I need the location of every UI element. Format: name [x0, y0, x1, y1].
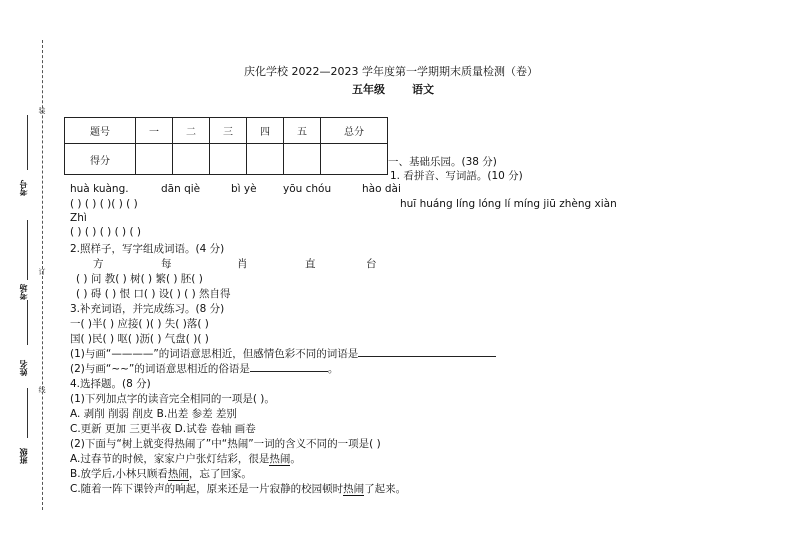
question-3-sub-2	[70, 361, 338, 376]
score-cell[interactable]	[247, 144, 284, 175]
name-line	[27, 300, 28, 345]
pinyin-5: hào dài	[362, 183, 401, 195]
question-3-sub-1-text: (1)与画“————”的词语意思相近，但感情色彩不同的词语是	[70, 348, 359, 360]
exam-title: 庆化学校 2022—2023 学年度第一学期期末质量检测（卷）	[244, 65, 538, 78]
score-header-cell: 总分	[321, 118, 388, 144]
question-2-line-1[interactable]: ( ) 问 教( ) 树( ) 繁( ) 胚( )	[76, 273, 203, 285]
option-text: A.过春节的时候，家家户户张灯结彩，很是	[70, 453, 270, 465]
binding-mark-2: 订	[38, 268, 46, 275]
question-3-heading: 3.补充词语，并完成练习。(8 分)	[70, 303, 225, 315]
score-header-cell: 二	[173, 118, 210, 144]
sample-char: 方	[93, 258, 104, 270]
pinyin-row-2: huī huáng líng lóng lí míng jiū zhèng xiàn	[400, 198, 617, 210]
score-header-cell: 四	[247, 118, 284, 144]
name-label: 姓名	[19, 360, 28, 376]
score-cell[interactable]	[210, 144, 247, 175]
section-heading: 一、基础乐园。(38 分)	[388, 156, 497, 168]
sample-char: 每	[161, 258, 172, 270]
question-2-heading: 2.照样子，写字组成词语。(4 分)	[70, 243, 225, 255]
pinyin-4: yōu chóu	[283, 183, 332, 195]
score-cell[interactable]	[173, 144, 210, 175]
answer-line[interactable]	[358, 356, 496, 357]
question-2-line-2[interactable]: ( ) 碍 ( ) 恨 口( ) 设( ) ( ) 然自得	[76, 288, 231, 300]
score-header-cell: 五	[284, 118, 321, 144]
score-table	[64, 117, 388, 175]
score-table-header-row	[65, 118, 388, 144]
sample-char: 肖	[237, 258, 248, 270]
binding-mark-3: 线	[38, 386, 46, 393]
id-label: 考号	[19, 180, 28, 196]
sample-char: 直	[305, 258, 316, 270]
exam-grade: 五年级	[352, 83, 385, 96]
pinyin-3: bì yè	[231, 183, 257, 195]
score-header-cell: 三	[210, 118, 247, 144]
question-3-line-1[interactable]: 一( )半( ) 应接( )( ) 失( )落( )	[70, 318, 209, 330]
question-4-1: (1)下列加点字的读音完全相同的一项是( )。	[70, 393, 275, 405]
option-text: 。	[290, 453, 301, 465]
question-4-2-option-c[interactable]	[70, 481, 406, 496]
question-3-sub-1	[70, 346, 496, 361]
pinyin-2: dān qiè	[161, 183, 201, 195]
score-row-label: 得分	[65, 144, 136, 175]
class-label: 班级	[19, 448, 28, 464]
question-4-2-option-a[interactable]	[70, 451, 301, 466]
underlined-word: 热闹	[167, 468, 189, 480]
question-1-heading: 1. 看拼音、写词語。(10 分)	[390, 170, 523, 182]
score-cell[interactable]	[136, 144, 173, 175]
option-text: 了起来。	[364, 483, 407, 495]
question-3-line-2[interactable]: 国( )民( ) 呕( )沥( ) 气盘( )( )	[70, 333, 209, 345]
answer-blanks-row-1[interactable]: ( ) ( ) ( )( ) ( )	[70, 198, 138, 210]
question-4-1-options-ab[interactable]: A. 剥削 削弱 削皮 B.出差 参差 差别	[70, 408, 237, 420]
score-cell[interactable]	[321, 144, 388, 175]
pinyin-1: huà kuàng.	[70, 183, 129, 195]
id-line	[27, 115, 28, 170]
option-text: ，忘了回家。	[188, 468, 252, 480]
question-4-2-option-b[interactable]	[70, 466, 252, 481]
room-line	[27, 220, 28, 280]
underlined-word: 热闹	[343, 483, 365, 495]
class-line	[27, 388, 28, 438]
answer-blanks-row-2[interactable]: ( ) ( ) ( ) ( ) ( )	[70, 226, 142, 238]
option-text: C.随着一阵下课铃声的响起，原来还是一片寂静的校园顿时	[70, 483, 344, 495]
sample-char: 台	[366, 258, 377, 270]
exam-subject: 语文	[412, 83, 434, 96]
score-header-cell: 题号	[65, 118, 136, 144]
question-4-1-options-cd[interactable]: C.更新 更加 三更半夜 D.试卷 卷轴 画卷	[70, 423, 256, 435]
question-3-sub-2-text: (2)与画“~~”的词语意思相近的俗语是	[70, 363, 250, 375]
option-text: B.放学后,小林只顾看	[70, 468, 168, 480]
score-cell[interactable]	[284, 144, 321, 175]
score-table-row	[65, 144, 388, 175]
pinyin-row-3: Zhì	[70, 212, 87, 224]
period: 。	[327, 363, 339, 375]
underlined-word: 热闹	[269, 453, 291, 465]
answer-line[interactable]	[250, 371, 328, 372]
binding-mark-1: 装	[38, 107, 46, 114]
score-header-cell: 一	[136, 118, 173, 144]
room-label: 考场	[19, 284, 28, 300]
question-4-2: (2)下面与“树上就变得热闹了”中“热闹”一词的含义不同的一项是( )	[70, 438, 381, 450]
question-4-heading: 4.选择题。(8 分)	[70, 378, 151, 390]
